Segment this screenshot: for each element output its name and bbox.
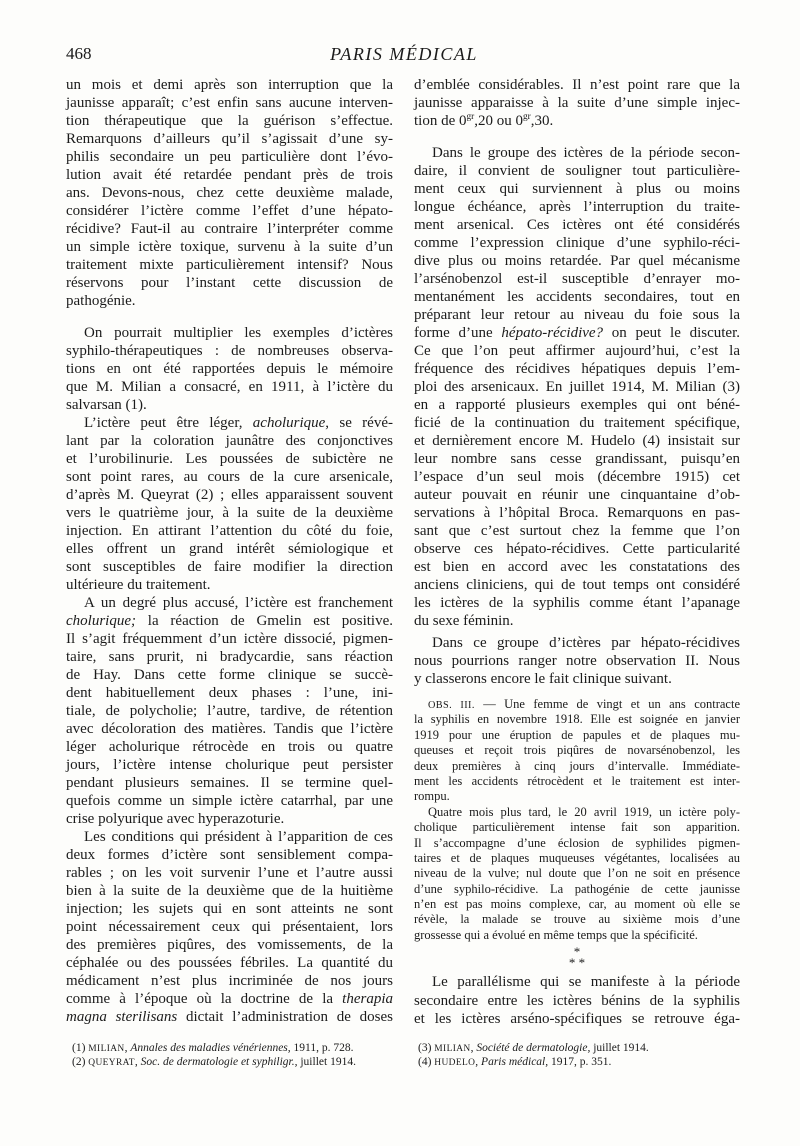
text-line: y classerons encore le fait clinique suivant. [414,671,672,687]
asterism-separator [414,944,740,971]
text-line [414,697,740,712]
text-line: rompu. [414,789,450,804]
small-caps-name: HUDELO [434,1058,476,1068]
text-line: deux formes d’ictère sont sensiblement compa- [66,847,393,863]
text-line: mentanément les accidents secondaires, tout en [414,289,740,305]
text-line: ficié de la continuation du traitement spécifique, [414,415,740,431]
text-line: queuses et reçoit trois piqûres de novarsénobenzol, les [414,743,740,758]
text-line: deux premières à cinq jours d’intervalle. Immédiate- [414,758,740,773]
text-line: dive plus ou moins retardée. Par quel mécanisme [414,253,740,269]
superscript: gr [466,112,475,122]
text-line: Le parallélisme qui se manifeste à la période [432,974,740,991]
text-line: ment arsenical. Ces ictères ont été considérés [414,217,740,233]
text-line: d’emblée considérables. Il n’est point rare que la [414,77,740,93]
text-line: récidive? Faut-il au contraire l’interpréter comme [66,221,393,237]
text-line: Ce que l’on peut affirmer aujourd’hui, c’est la [414,343,740,359]
text-line: ultérieure du traitement. [66,577,211,593]
text-line: point nécessairement ceux qui présentaient, lors [66,919,393,935]
text-line: nous pourrions ranger notre observation II. Nous [414,653,740,669]
text-run: , [134,1056,141,1068]
text-line: en a rapporté plusieurs exemples qui ont béné- [414,397,740,413]
text-line: l’espace d’un seul mois (décembre 1915) cet [414,469,740,485]
text-line: tions en ont été rapportées depuis le mémoire [66,361,393,377]
text-line: un mois et demi après son interruption que la [66,77,393,93]
text-run: 1917, p. 351. [548,1056,612,1068]
text-run: forme d’une [414,325,502,341]
paragraph [66,414,393,594]
text-line: d’une syphilo-récidive. La pathogénie de cette jaunisse [414,881,740,896]
text-line: comme l’expression clinique d’une syphilo-réci- [414,235,740,251]
text-line: On pourrait multiplier les exemples d’ictères [84,325,393,341]
text-line: jaunisse apparaît; c’est enfin sans aucune interven- [66,95,393,111]
footnote [72,1041,392,1055]
text-line: Remarquons d’ailleurs qu’il s’agissait d’une sy- [66,131,393,147]
footnote [72,1055,392,1069]
text-line: de Hay. Dans cette forme clinique se succè- [66,667,393,683]
text-run: (4) [418,1056,435,1068]
text-line: niveau de la vulve; nul doute que l’on ne soit en présence [414,866,740,881]
text-run: la réaction de Gmelin est positive. [135,613,393,629]
observation-paragraph [414,697,740,805]
text-line: servations à l’hôpital Broca. Remarquons en pas- [414,505,740,521]
text-line: ment les accidents rétrocèdent et le traitement est inter- [414,773,740,788]
text-line: A un degré plus accusé, l’ictère est franchement [84,595,393,611]
text-line: philis secondaire un peu particulière dont l’évo- [66,149,393,165]
text-line: jours, l’ictère intense cholurique peut persister [66,757,393,773]
text-line: grossesse qui a évolué en même temps que la spécificité. [414,927,698,942]
right-column [414,76,740,1029]
text-line: auteur pouvait en réunir une cinquantaine d’ob- [414,487,740,503]
text-line: dent habituellement deux phases : l’une, ini- [66,685,393,701]
text-line: vers le quatrième jour, à la suite de la deuxième [66,505,393,521]
text-line: un simple ictère toxique, survenu à la suite d’un [66,239,393,255]
text-line: l’arsénobenzol est-il susceptible d’enrayer mo- [414,271,740,287]
text-line: observe ces hépato-récidives. Cette particularité [414,541,740,557]
text-line: Quatre mois plus tard, le 20 avril 1919, un ictère poly- [428,804,740,819]
text-line: Dans ce groupe d’ictères par hépato-récidives [432,635,740,651]
text-run: (3) [418,1042,435,1054]
text-line: réservons pour l’instant cette discussion de [66,275,393,291]
text-line: avec décoloration des matières. Tandis que l’ictère [66,721,393,737]
text-line: quefois comme un simple ictère catarrhal, par une [66,793,393,809]
text-line: sont point rares, au cours de la cure arsenicale, [66,469,393,485]
text-run: juillet 1914. [297,1056,356,1068]
text-run: — Une femme de vingt et un ans contracte [474,697,740,711]
italic-text: cholurique; [66,613,136,629]
text-line: lant par la coloration jaunâtre des conjonctives [66,433,393,449]
text-line: salvarsan (1). [66,397,147,413]
text-run: , [475,1056,482,1068]
italic-text: acholurique [252,415,326,431]
text-run: comme à l’époque où la doctrine de la [66,991,343,1007]
text-line: crise polyurique avec hyperazoturie. [66,811,285,827]
text-line: du sexe féminin. [414,613,514,629]
italic-text: Soc. de dermatologie et syphiligr., [140,1056,298,1068]
text-line [414,112,740,130]
text-run: , [470,1042,477,1054]
text-line: bien à la suite de la deuxième que de la huitième [66,883,393,899]
text-line [414,324,740,342]
text-line: considérer l’ictère comme l’effet d’une hépato- [66,203,393,219]
text-line: longue échéance, après l’interruption du traite- [414,199,740,215]
text-line: cholique particulièrement intense fait son apparition. [414,820,740,835]
text-line: et dernièrement encore M. Hudelo (4) insistait sur [414,433,740,449]
text-run: , [124,1042,131,1054]
text-line: Il s’agit fréquemment d’un ictère dissocié, pigmen- [66,631,393,647]
paragraph [66,76,393,310]
text-line: pathogénie. [66,293,136,309]
small-caps-name: MILIAN [434,1044,471,1054]
text-line: tion thérapeutique que la guérison s’effectue. [66,113,393,129]
page-number: 468 [66,44,92,63]
small-caps-name: QUEYRAT [88,1058,135,1068]
text-line: elles offrent un grand intérêt sémiologique et [66,541,393,557]
superscript: gr [523,112,531,122]
text-run: juillet 1914. [590,1042,649,1054]
text-line: ans. Devons-nous, chez cette deuxième malade, [66,185,393,201]
footnotes-left [72,1041,392,1069]
text-line: pendant plusieurs semaines. Il se termine quel- [66,775,393,791]
observation-paragraph [414,805,740,944]
text-line: des premières piqûres, des vomissements, de la [66,937,393,953]
text-line: taire, sans prurit, ni bradycardie, sans réaction [66,649,393,665]
paragraph [414,76,740,130]
text-line: tiale, de polycholie; l’autre, tardive, de rétention [66,703,393,719]
text-run: 1911, p. 728. [290,1042,354,1054]
small-caps-name: OBS. III. [428,700,475,711]
text-line: sont susceptibles de faire modifier la direction [66,559,393,575]
text-run: (1) [72,1042,89,1054]
text-line: secondaire entre les ictères bénins de la syphilis [414,992,740,1009]
text-line: 1919 pour une éruption de papules et de plaques mu- [414,727,740,742]
italic-text: magna sterilisans [66,1009,178,1025]
italic-text: Annales des maladies vénériennes, [130,1042,291,1054]
paragraph [414,634,740,688]
text-line: Dans le groupe des ictères de la période secon- [432,145,740,161]
text-line: que M. Milian a consacré, en 1911, à l’ictère du [66,379,393,395]
text-line: ment ceux qui surviennent à plus ou moins [414,181,740,197]
italic-text: therapia [342,991,393,1007]
journal-title: PARIS MÉDICAL [330,44,478,64]
italic-text: hépato-récidive? [501,325,604,341]
italic-text: Paris médical, [481,1056,549,1068]
text-line: ploi des arsenicaux. En juillet 1914, M. Milian (3) [414,379,740,395]
text-run: dictait l’administration de doses [177,1009,393,1025]
text-run: (2) [72,1056,89,1068]
text-line: et l’urobilinurie. Les poussées de subictère ne [66,451,393,467]
text-run: ,30. [530,113,554,129]
text-line [66,414,393,432]
paragraph [414,144,740,630]
text-run: , se révé- [325,415,393,431]
text-line: est bien en accord avec les constatations des [414,559,740,575]
text-line: d’après M. Queyrat (2) ; elles apparaissent souvent [66,487,393,503]
text-line: jaunisse apparaisse à la suite d’une simple injec- [414,95,740,111]
text-line: la syphilis en novembre 1918. Elle est soignée en janvier [414,712,740,727]
text-line: fréquence des récidives hépatiques depuis l’em- [414,361,740,377]
text-line: anciens cliniciens, qui de tout temps ont considéré [414,577,740,593]
text-line: les ictères de la syphilis comme étant l’apanage [414,595,740,611]
text-line: lution avait été retardée pendant près de trois [66,167,393,183]
text-line [66,990,393,1008]
text-line: injection. En attirant l’attention du côté du foie, [66,523,393,539]
text-line: léger acholurique rétrocède en trois ou quatre [66,739,393,755]
text-run: ,20 ou 0 [474,113,523,129]
text-line: médicament n’est plus incriminée de nos jours [66,973,393,989]
footnote [418,1041,738,1055]
paragraph [66,324,393,414]
text-line: révèle, la malade se trouve au sixième mois d’une [414,912,740,927]
text-line [66,1008,393,1026]
text-run: tion de 0 [414,113,467,129]
text-line: et les ictères arséno-spécifiques se retrouve éga- [414,1011,740,1028]
asterism-top: * [573,944,581,960]
left-column [66,76,393,1026]
text-line: sant que c’est surtout chez la femme que l’on [414,523,740,539]
text-run: L’ictère peut être léger, [84,415,253,431]
text-run: on peut le discuter. [603,325,740,341]
asterism-bottom: * * [568,955,586,971]
footnote [418,1055,738,1069]
italic-text: Société de dermatologie, [476,1042,591,1054]
text-line: Il s’accompagne d’une éclosion de syphilides pigmen- [414,835,740,850]
footnotes-right [418,1041,738,1069]
text-line: injection; les sujets qui en sont atteints ne sont [66,901,393,917]
small-caps-name: MILIAN [88,1044,125,1054]
paragraph [66,594,393,828]
text-line: syphilo-thérapeutiques : de nombreuses observa- [66,343,393,359]
text-line [66,612,393,630]
text-line: préparant leur retour au niveau du foie sous la [414,307,740,323]
paragraph [414,973,740,1029]
text-line: leur nombre sans cesse grandissant, puisqu’en [414,451,740,467]
text-line: traitement mixte particulièrement intensif? Nous [66,257,393,273]
text-line: céphalée ou des poussées fébriles. La quantité du [66,955,393,971]
text-line: n’en est pas moins complexe, car, au moment où elle se [414,897,740,912]
text-line: daire, il convient de souligner tout particulière- [414,163,740,179]
text-line: rables ; on les voit survenir l’une et l’autre aussi [66,865,393,881]
paragraph [66,828,393,1026]
text-line: Les conditions qui président à l’apparition de ces [84,829,393,845]
text-line: taires et de plaques muqueuses végétantes, localisées au [414,850,740,865]
